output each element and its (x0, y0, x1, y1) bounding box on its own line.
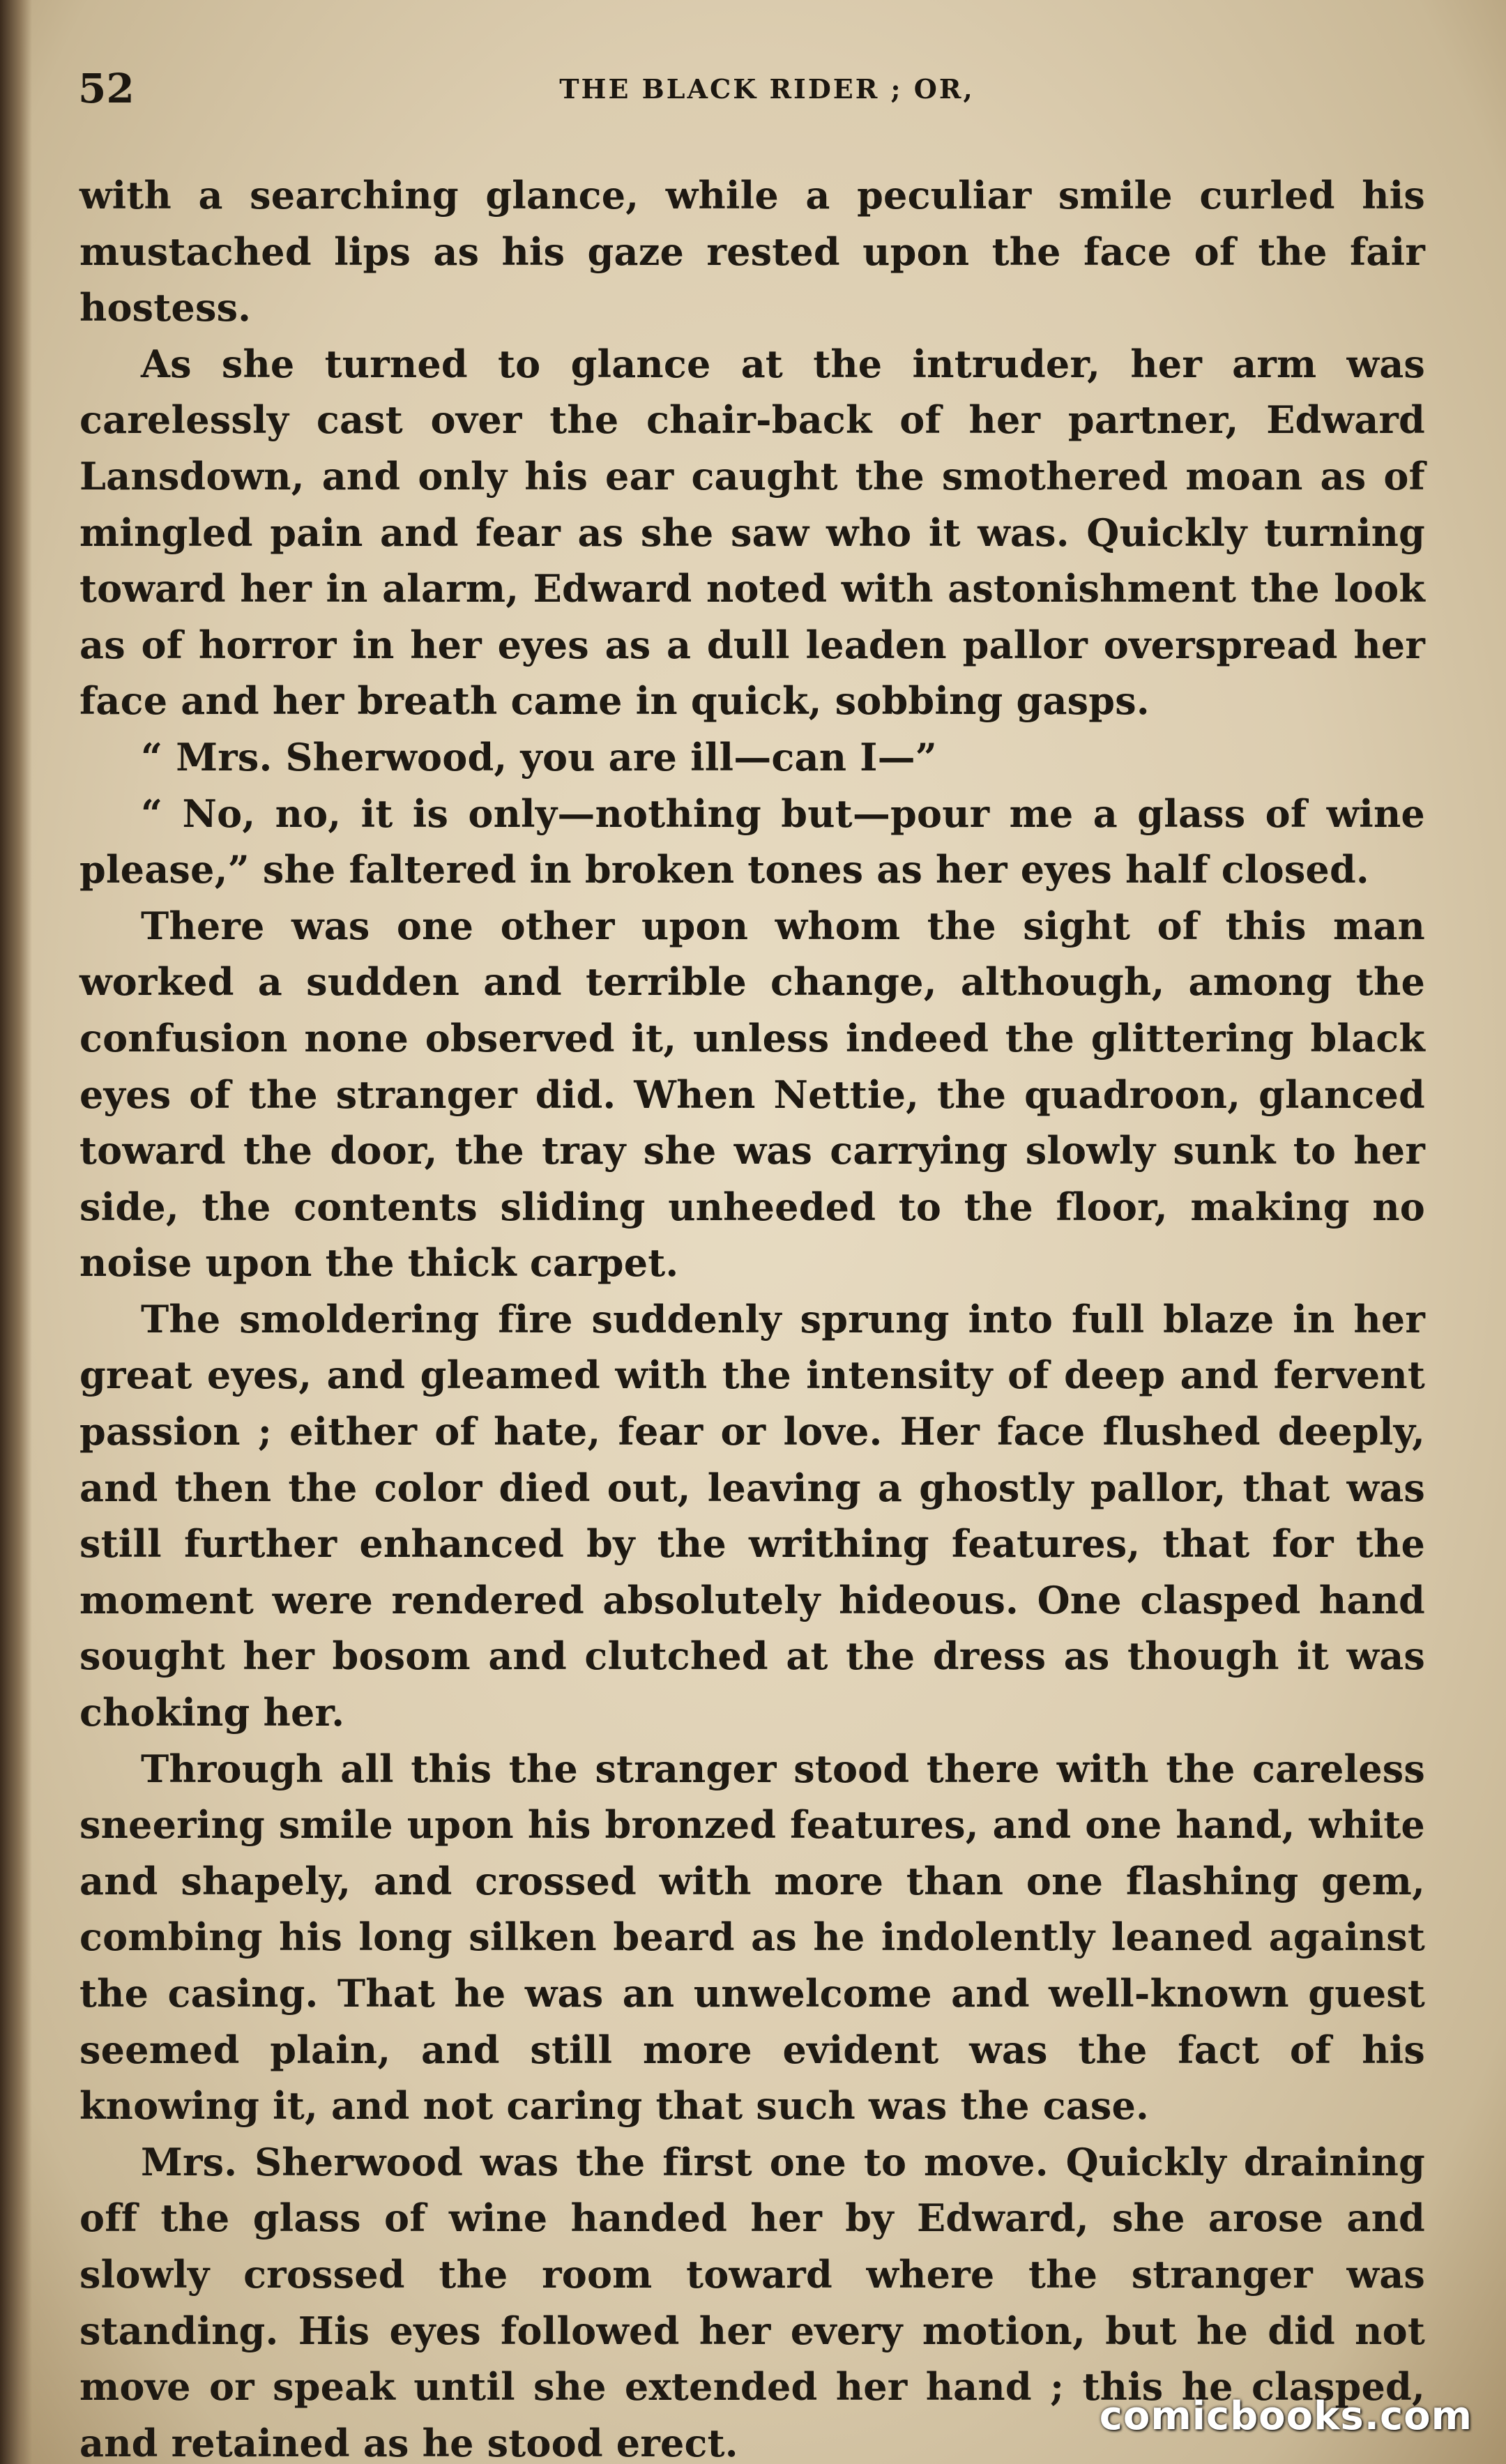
page-number: 52 (78, 65, 135, 112)
paragraph-2: As she turned to glance at the intruder, her arm was carelessly cast over the chair-back of her partner, Edward Lansdown, and only his ear caught the smothered moan as of mingled pain and fear as she saw who it was. Quickly turning toward her in alarm, Edward noted with astonishment the look as of horror in her eyes as a dull leaden pallor overspread her face and her breath came in quick, sobbing gasps. (79, 341, 1425, 724)
paragraph-6: The smoldering fire suddenly sprung into full blaze in her great eyes, and gleamed with the intensity of deep and fervent passion ; either of hate, fear or love. Her face flushed deeply, and then the color died out, leaving a ghostly pallor, that was still further enhanced by the writhing features, that for the moment were rendered absolutely hideous. One clasped hand sought her bosom and clutched at the dress as though it was choking her. (79, 1296, 1425, 1735)
paragraph-4: “ No, no, it is only—nothing but—pour me a glass of wine please,” she faltered in broken tones as her eyes half closed. (79, 791, 1425, 892)
paragraph-3: “ Mrs. Sherwood, you are ill—can I—” (141, 734, 938, 779)
paragraph-7: Through all this the stranger stood there with the careless sneering smile upon his bronzed features, and one hand, white and shapely, and crossed with more than one flashing gem, combing his long silken beard as he indolently leaned against the casing. That he was an unwelcome and well-known guest seemed plain, and still more evident was the fact of his knowing it, and not caring that such was the case. (79, 1746, 1425, 2129)
page-header (78, 64, 1428, 113)
paragraph-8: Mrs. Sherwood was the first one to move. Quickly draining off the glass of wine handed her by Edward, she arose and slowly crossed the room toward where the stranger was standing. His eyes followed her every motion, but he did not move or speak until she extended her hand ; this he clasped, and retained as he stood erect. (79, 2139, 1425, 2464)
site-watermark: comicbooks.com (1099, 2394, 1473, 2439)
running-title: THE BLACK RIDER ; OR, (559, 73, 975, 105)
page-gutter-shadow (0, 0, 32, 2464)
body-text (79, 167, 1425, 2464)
paragraph-5: There was one other upon whom the sight of this man worked a sudden and terrible change, although, among the confusion none observed it, unless indeed the glittering black eyes of the stranger did. When Nettie, the quadroon, glanced toward the door, the tray she was carrying slowly sunk to her side, the contents sliding unheeded to the floor, making no noise upon the thick carpet. (79, 903, 1425, 1286)
paragraph-1: with a searching glance, while a peculiar smile curled his mustached lips as his gaze rested upon the face of the fair hostess. (79, 173, 1425, 330)
